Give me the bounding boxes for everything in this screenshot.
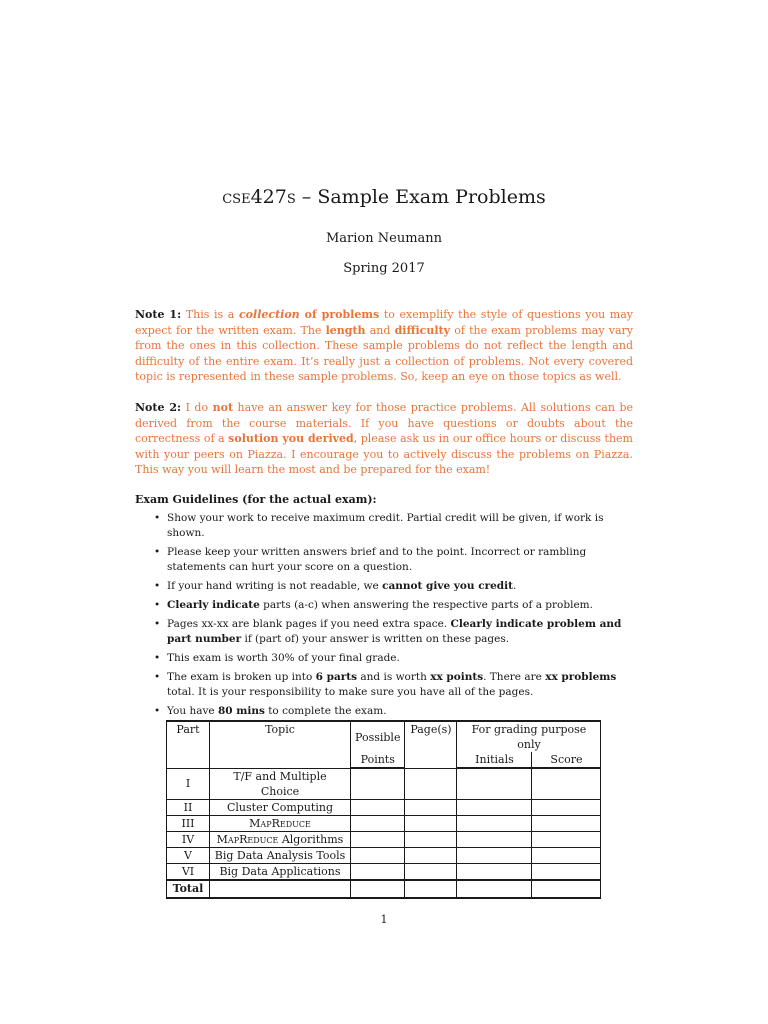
- bullet-icon: •: [154, 652, 161, 664]
- cell-part: III: [167, 815, 210, 831]
- note-2-label: Note 2:: [135, 401, 182, 414]
- note-1: [135, 307, 633, 385]
- note-text: to exemplify the style of questions you may expect for the written exam. The: [135, 308, 634, 337]
- cell-initials: [457, 799, 532, 815]
- item-bold: 6 parts: [315, 671, 358, 683]
- note-1-label: Note 1:: [135, 308, 182, 321]
- item-bold: cannot give you credit: [382, 580, 513, 592]
- cell-topic: [210, 880, 351, 898]
- note-text: of the exam problems may vary from the ones in this collection. These sample problems do not reflect the length and difficulty of the entire exam. It’s really just a collection of problems. Not every covered topic is represented in these sample problems. So, keep an eye on those topics as well.: [135, 323, 633, 384]
- cell-points: [351, 880, 405, 898]
- cell-topic: MapReduce: [210, 815, 351, 831]
- cell-score: [532, 815, 601, 831]
- cell-score: [532, 847, 601, 863]
- header-points: Points: [351, 752, 405, 768]
- cell-part: VI: [167, 863, 210, 880]
- grading-table: [166, 720, 601, 899]
- note-text: and: [365, 323, 395, 337]
- item-text: and is worth: [357, 671, 431, 683]
- page-number: 1: [380, 913, 388, 926]
- note-emph: collection: [238, 308, 300, 321]
- bullet-icon: •: [154, 546, 161, 558]
- cell-score: [532, 831, 601, 847]
- list-item: [135, 545, 633, 575]
- cell-points: [351, 768, 405, 799]
- topic-smallcaps: MapReduce: [216, 832, 279, 846]
- note-bold: of problems: [299, 308, 380, 321]
- cell-total: Total: [167, 880, 210, 898]
- cell-topic: Big Data Analysis Tools: [210, 847, 351, 863]
- cell-topic: Cluster Computing: [210, 799, 351, 815]
- header-possible: Possible: [351, 721, 405, 752]
- cell-part: V: [167, 847, 210, 863]
- cell-initials: [457, 880, 532, 898]
- item-text: Show your work to receive maximum credit. Partial credit will be given, if work is shown.: [167, 512, 604, 539]
- table-row: [167, 863, 601, 880]
- bullet-icon: •: [154, 671, 161, 683]
- bullet-icon: •: [154, 580, 161, 592]
- list-item: [135, 511, 633, 541]
- note-text: I do: [181, 401, 213, 414]
- cell-part: IV: [167, 831, 210, 847]
- item-bold: xx points: [430, 671, 484, 683]
- bullet-icon: •: [154, 705, 161, 717]
- header-initials: Initials: [457, 752, 532, 768]
- note-bold: length: [325, 323, 366, 337]
- cell-score: [532, 768, 601, 799]
- cell-topic: Big Data Applications: [210, 863, 351, 880]
- cell-initials: [457, 768, 532, 799]
- item-text: .: [512, 580, 517, 592]
- cell-pages: [405, 863, 457, 880]
- course-code: cse427s: [222, 186, 296, 208]
- item-text: If your hand writing is not readable, we: [167, 580, 383, 592]
- item-text: . There are: [483, 671, 546, 683]
- cell-part: II: [167, 799, 210, 815]
- document-title: [0, 186, 768, 208]
- cell-topic: [210, 831, 351, 847]
- header-grading: For grading purpose only: [457, 721, 601, 752]
- note-text: have an answer key for those practice problems. All solutions can be derived from the course materials. If you have questions or doubts about the correctness of a: [135, 401, 634, 446]
- item-bold: 80 mins: [217, 705, 265, 717]
- cell-points: [351, 847, 405, 863]
- cell-initials: [457, 831, 532, 847]
- item-text: parts (a-c) when answering the respective parts of a problem.: [259, 599, 593, 611]
- header-part: Part: [167, 721, 210, 768]
- cell-points: [351, 863, 405, 880]
- cell-initials: [457, 847, 532, 863]
- topic-rest: Algorithms: [278, 832, 344, 846]
- cell-pages: [405, 815, 457, 831]
- cell-pages: [405, 831, 457, 847]
- cell-initials: [457, 863, 532, 880]
- item-bold: Clearly indicate: [167, 599, 260, 611]
- guidelines-heading: Exam Guidelines (for the actual exam):: [135, 493, 377, 506]
- cell-points: [351, 799, 405, 815]
- list-item: [135, 651, 633, 666]
- date: Spring 2017: [343, 261, 425, 276]
- bullet-icon: •: [154, 512, 161, 524]
- title-text: – Sample Exam Problems: [295, 186, 546, 208]
- item-text: Pages xx-xx are blank pages if you need extra space.: [167, 618, 451, 630]
- item-text: The exam is broken up into: [167, 671, 316, 683]
- note-bold: difficulty: [394, 323, 451, 337]
- cell-points: [351, 815, 405, 831]
- cell-pages: [405, 880, 457, 898]
- list-item: [135, 670, 633, 700]
- author: Marion Neumann: [325, 231, 443, 246]
- cell-points: [351, 831, 405, 847]
- note-bold: not: [212, 401, 234, 414]
- cell-part: I: [167, 768, 210, 799]
- list-item: [135, 704, 633, 719]
- table-row: [167, 815, 601, 831]
- cell-pages: [405, 799, 457, 815]
- item-text: to complete the exam.: [264, 705, 387, 717]
- bullet-icon: •: [154, 618, 161, 630]
- header-score: Score: [532, 752, 601, 768]
- bullet-icon: •: [154, 599, 161, 611]
- guidelines-list: [135, 511, 633, 723]
- table-row: [167, 847, 601, 863]
- note-text: , please ask us in our office hours or discuss them with your peers on Piazza. I encourage you to actively discuss the problems on Piazza. This way you will learn the most and be prepared for the exam!: [135, 432, 633, 477]
- header-topic: Topic: [210, 721, 351, 768]
- cell-score: [532, 863, 601, 880]
- item-text: if (part of) your answer is written on these pages.: [241, 633, 510, 645]
- table-header-row: [167, 721, 601, 752]
- item-text: You have: [167, 705, 218, 717]
- cell-initials: [457, 815, 532, 831]
- item-bold: xx problems: [545, 671, 617, 683]
- item-text: total. It is your responsibility to make sure you have all of the pages.: [167, 686, 534, 698]
- cell-topic: T/F and Multiple Choice: [210, 768, 351, 799]
- table-row: [167, 831, 601, 847]
- item-text: Please keep your written answers brief and to the point. Incorrect or rambling statements can hurt your score on a question.: [167, 546, 587, 573]
- header-pages: Page(s): [405, 721, 457, 768]
- note-2: [135, 400, 633, 478]
- cell-pages: [405, 768, 457, 799]
- table-row: [167, 799, 601, 815]
- list-item: [135, 598, 633, 613]
- table-row: [167, 768, 601, 799]
- cell-score: [532, 880, 601, 898]
- note-bold: solution you derived: [228, 432, 354, 446]
- note-text: This is a: [181, 308, 239, 321]
- list-item: [135, 579, 633, 594]
- list-item: [135, 617, 633, 647]
- item-text: This exam is worth 30% of your final grade.: [167, 652, 400, 664]
- table-total-row: [167, 880, 601, 898]
- item-bold: Clearly indicate problem and part number: [167, 618, 622, 645]
- cell-pages: [405, 847, 457, 863]
- cell-score: [532, 799, 601, 815]
